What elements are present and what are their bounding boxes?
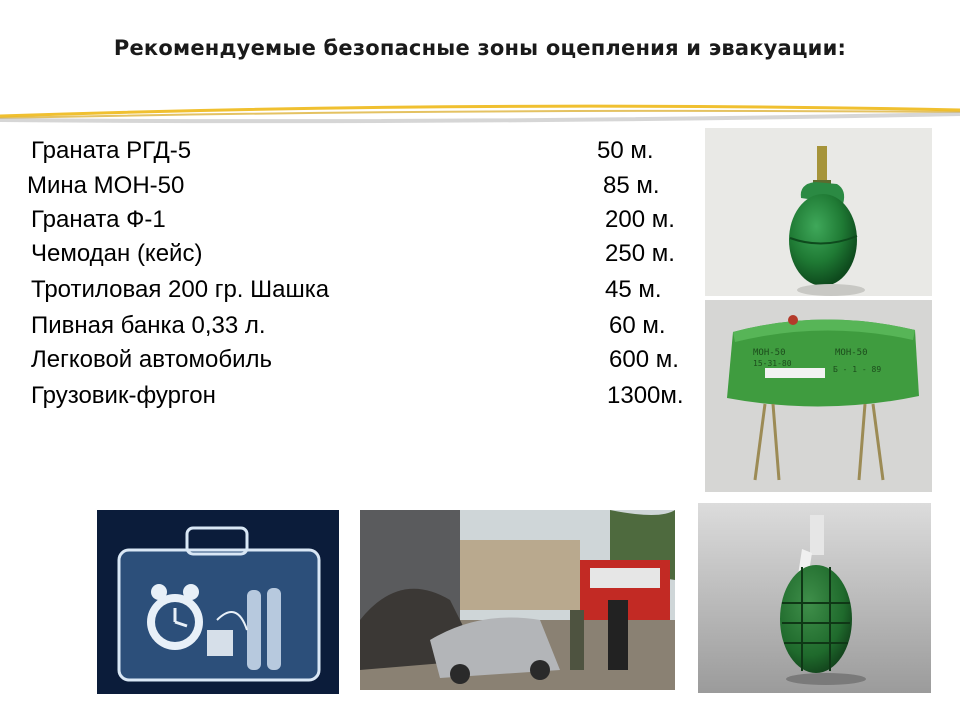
slide-title: Рекомендуемые безопасные зоны оцепления и эвакуации:: [113, 36, 847, 60]
zone-distance: 45 м.: [605, 276, 662, 303]
car-bomb-scene-photo: [360, 510, 675, 690]
xray-case-photo: [97, 510, 339, 694]
zone-name: Легковой автомобиль: [31, 346, 273, 373]
zone-distance: 85 м.: [603, 172, 660, 199]
zone-distance: 200 м.: [605, 206, 675, 233]
zone-name: Тротиловая 200 гр. Шашка: [31, 276, 330, 303]
mine-marking: МОН-50: [753, 348, 786, 358]
zone-row: [0, 205, 700, 235]
zone-row: [0, 171, 700, 201]
rgd5-grenade-photo: [705, 128, 932, 296]
zone-row: [0, 311, 700, 341]
f1-grenade-photo: [698, 503, 931, 693]
zone-distance: 600 м.: [609, 346, 679, 373]
zone-distance: 50 м.: [597, 137, 654, 164]
zone-row: [0, 136, 700, 166]
zone-row: [0, 345, 700, 375]
zone-name: Граната РГД-5: [31, 137, 192, 164]
mine-marking: 15-31-80: [753, 359, 792, 368]
mon50-mine-photo: [705, 300, 932, 492]
title-divider: [0, 96, 960, 130]
zone-distance: 250 м.: [605, 240, 675, 267]
zone-name: Граната Ф-1: [31, 206, 166, 233]
zone-name: Мина МОН-50: [27, 172, 185, 199]
zone-row: [0, 381, 700, 411]
zone-name: Грузовик-фургон: [31, 382, 216, 409]
zone-distance: 60 м.: [609, 312, 666, 339]
zone-name: Пивная банка 0,33 л.: [31, 312, 266, 339]
mine-marking: МОН-50: [835, 348, 868, 358]
mine-marking: Б - 1 - 89: [833, 365, 882, 374]
zone-row: [0, 239, 700, 269]
zone-name: Чемодан (кейс): [31, 240, 203, 267]
zone-row: [0, 275, 700, 305]
zone-distance: 1300м.: [607, 382, 684, 409]
